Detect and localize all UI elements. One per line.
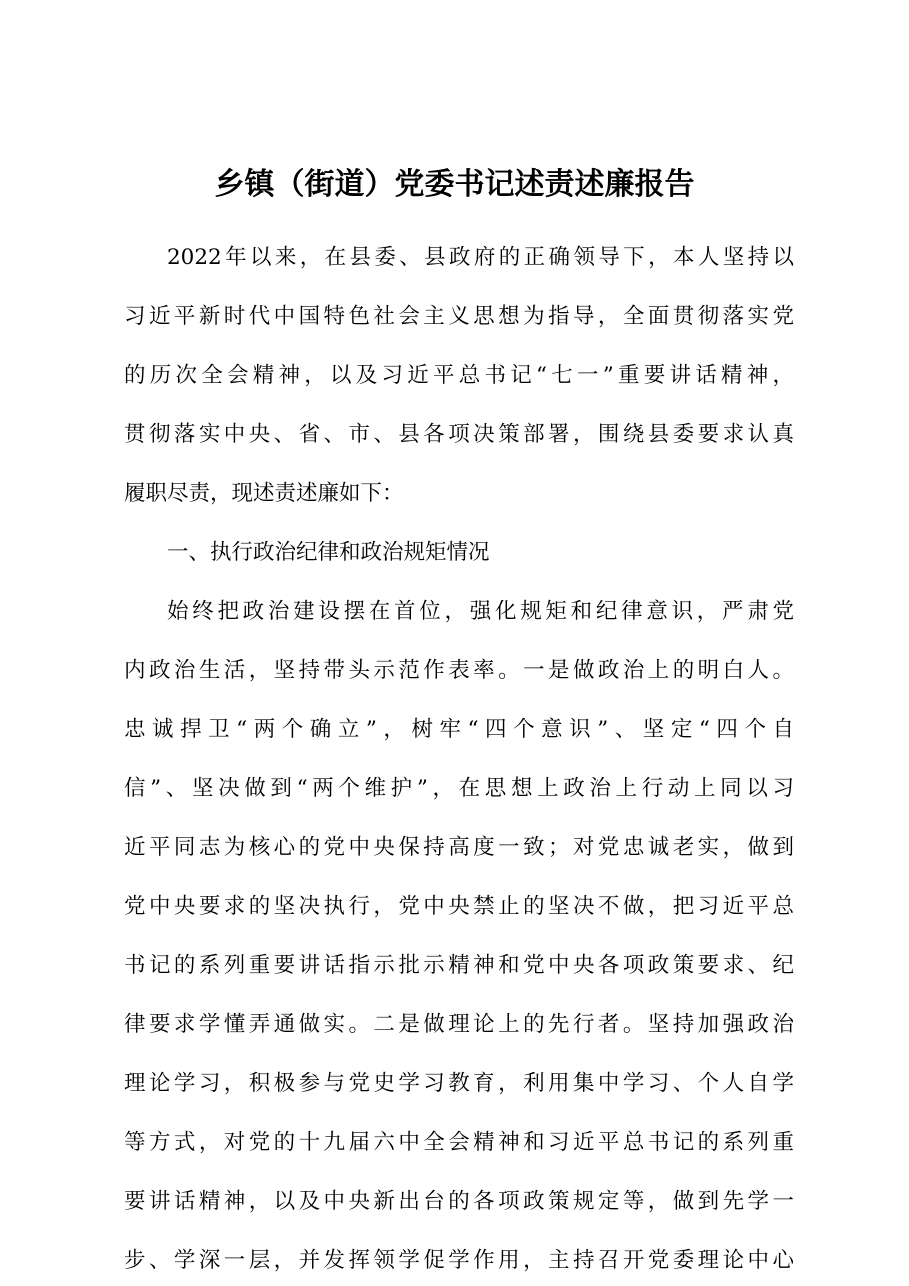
- paragraph-line: 履职尽责，现述责述廉如下：: [124, 481, 404, 506]
- paragraph-line: 近平同志为核心的党中央保持高度一致；对党忠诚老实，做到: [124, 835, 794, 860]
- paragraph-line: 的历次全会精神，以及习近平总书记“七一”重要讲话精神，: [124, 363, 794, 388]
- paragraph-line: 内政治生活，坚持带头示范作表率。一是做政治上的明白人。: [124, 658, 794, 683]
- paragraph-line: 忠诚捍卫“两个确立”，树牢“四个意识”、坚定“四个自: [124, 717, 794, 742]
- paragraph-line: 理论学习，积极参与党史学习教育，利用集中学习、个人自学: [124, 1071, 794, 1096]
- paragraph-line: 始终把政治建设摆在首位，强化规矩和纪律意识，严肃党: [167, 599, 794, 624]
- paragraph-line: 等方式，对党的十九届六中全会精神和习近平总书记的系列重: [124, 1130, 794, 1155]
- paragraph-line: 习近平新时代中国特色社会主义思想为指导，全面贯彻落实党: [124, 304, 794, 329]
- paragraph-line: 贯彻落实中央、省、市、县各项决策部署，围绕县委要求认真: [124, 422, 794, 447]
- paragraph-line: 步、学深一层，并发挥领学促学作用，主持召开党委理论中心: [124, 1248, 794, 1273]
- section-heading: 一、执行政治纪律和政治规矩情况: [167, 540, 490, 565]
- paragraph-line: 律要求学懂弄通做实。二是做理论上的先行者。坚持加强政治: [124, 1012, 794, 1037]
- document-title: 乡镇（街道）党委书记述责述廉报告: [214, 167, 695, 202]
- paragraph-line: 信”、坚决做到“两个维护”，在思想上政治上行动上同以习: [124, 776, 794, 801]
- paragraph-line: 书记的系列重要讲话指示批示精神和党中央各项政策要求、纪: [124, 953, 794, 978]
- paragraph-line: 党中央要求的坚决执行，党中央禁止的坚决不做，把习近平总: [124, 894, 794, 919]
- paragraph-line: 要讲话精神，以及中央新出台的各项政策规定等，做到先学一: [124, 1189, 794, 1214]
- paragraph-line: 2022年以来，在县委、县政府的正确领导下，本人坚持以: [167, 245, 794, 270]
